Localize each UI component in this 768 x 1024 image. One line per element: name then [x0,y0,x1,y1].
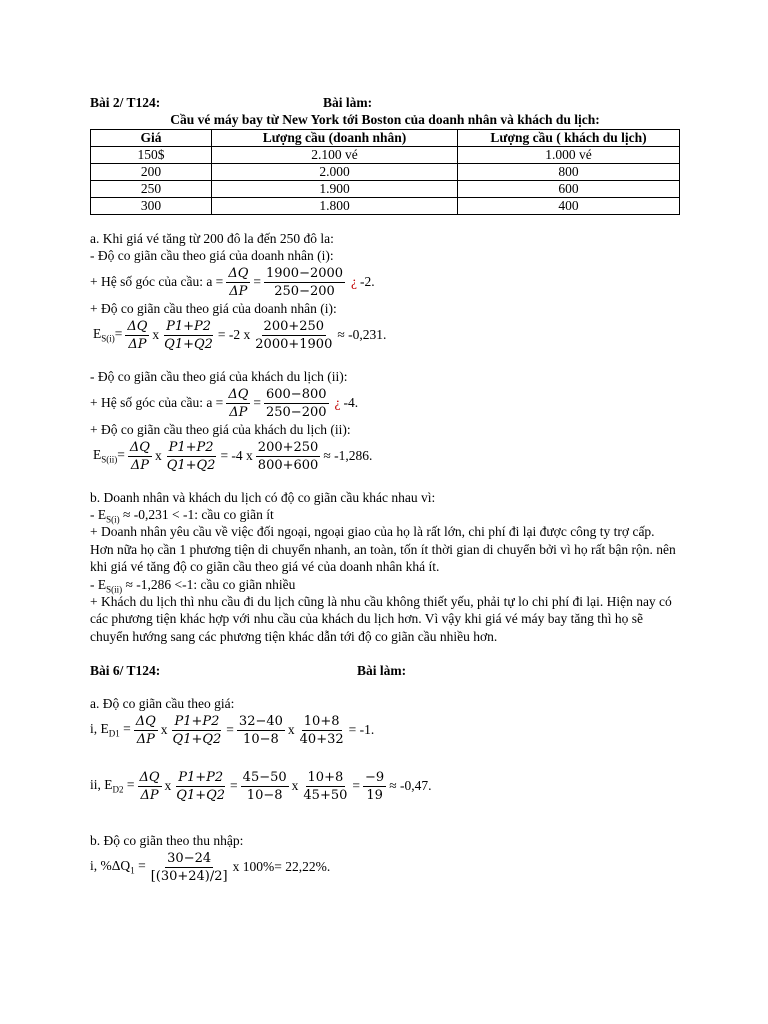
cell-business: 1.800 [212,198,458,215]
slope-label: + Hệ số góc của cầu: a = [90,274,224,289]
slope-result: -4. [343,395,359,410]
cell-business: 2.100 vé [212,147,458,164]
frac-den: ΔP [128,336,147,352]
equals-sign: = [126,777,135,793]
cell-price: 250 [91,181,212,198]
col-header-business: Lượng cầu (doanh nhân) [212,130,458,147]
inverted-question-mark: ¿ [334,395,341,410]
times-sign: x [152,327,160,342]
elasticity-symbol [90,721,131,739]
delta-fraction [241,770,289,803]
bai6-b-i-formula [90,849,680,885]
equals-sign: = [226,722,234,737]
ii-slope-formula [90,385,680,421]
cell-business: 2.000 [212,164,458,181]
table-row [91,164,680,181]
part-a-i-title: - Độ co giãn cầu theo giá của doanh nhân (i): [90,248,334,263]
cell-tourist: 1.000 vé [458,147,680,164]
delta-q-over-delta-p [226,387,250,420]
result-fraction [363,770,386,803]
part-a-ii-title: - Độ co giãn cầu theo giá của khách du lịch (ii): [90,369,348,384]
equals-sign: = [352,778,361,793]
e-letter: E [93,447,102,463]
i-slope-formula [90,264,680,300]
frac-num: P1+P2 [178,769,224,785]
equals-sign: = [138,858,146,874]
frac-den: ΔP [229,404,248,420]
cell-price: 200 [91,164,212,181]
cell-price: 150$ [91,147,212,164]
elasticity-result: ≈ -0,47. [389,778,432,793]
delta-q-over-delta-p [125,319,149,352]
frac-num: P1+P2 [166,318,212,334]
e-subscript: D2 [112,784,124,795]
delta-q-over-delta-p [226,266,250,299]
table-row [91,147,680,164]
frac-den: Q1+Q2 [176,787,226,803]
table-caption: Cầu vé máy bay từ New York tới Boston của doanh nhân và khách du lịch: [170,112,600,127]
delta-q-over-delta-p [138,770,162,803]
bai6-heading: Bài 6/ T124: [90,663,161,678]
bai6-b-intro: b. Độ co giãn theo thu nhập: [90,833,244,848]
midpoint-fraction [165,440,218,473]
elasticity-result: = -1. [348,722,375,737]
bai6-header [90,663,680,680]
equals-sign: = [123,721,131,737]
elasticity-result: ≈ -1,286. [323,448,373,463]
frac-den: 10−8 [243,731,279,747]
demand-table [90,129,680,215]
bai2-lam: Bài làm: [323,95,373,110]
frac-num: ΔQ [139,769,160,785]
equals-sign: = [253,395,261,410]
frac-num: 600−800 [265,386,327,402]
percent-change-symbol [90,858,146,876]
e-subscript: S(i) [106,514,120,525]
delta-q-over-delta-p [128,440,152,473]
frac-den: Q1+Q2 [172,731,222,747]
table-row [91,198,680,215]
midpoint-fraction [162,319,215,352]
frac-num: 30−24 [167,850,212,866]
e-subscript: S(ii) [101,454,118,465]
frac-num: 200+250 [257,439,319,455]
frac-den: ΔP [136,731,155,747]
ii-elasticity-formula [90,438,680,474]
e-letter: ii, E [90,777,113,793]
line-text: ≈ -0,231 < -1: cầu co giãn ít [119,507,274,522]
inverted-question-mark: ¿ [351,274,358,289]
dash-e: - E [90,507,107,522]
times-sign: x [154,448,162,463]
ii-elasticity-title: + Độ co giãn cầu theo giá của khách du lịch (ii): [90,422,351,437]
frac-num: P1+P2 [168,439,214,455]
cell-tourist: 400 [458,198,680,215]
cell-tourist: 600 [458,181,680,198]
frac-num: ΔQ [135,713,156,729]
line-text: ≈ -1,286 <-1: cầu co giãn nhiều [122,576,296,592]
multiplier: = -4 x [220,448,253,463]
frac-den: ΔP [140,787,159,803]
frac-num: −9 [365,769,385,785]
slope-label: + Hệ số góc của cầu: a = [90,395,224,410]
bai2-heading: Bài 2/ T124: [90,95,161,110]
q-subscript: 1 [130,865,135,876]
slope-fraction [264,387,329,420]
part-b-paragraph-1: + Doanh nhân yêu cầu về việc đối ngoại, ngoại giao của họ là rất lớn, chi phí đi lại được công ty trợ cấp. Hơn nữa họ cần 1 phương tiện di chuyển nhanh, an toàn, tốn ít thời gian di chuyển bởi vì họ rất bận rộn. nên khi giá vé tăng độ co giãn cầu theo giá vé của doanh nhân khá ít. [90,524,676,574]
e-letter: E [93,326,102,342]
col-header-price: Giá [91,130,212,147]
frac-num: 10+8 [303,713,340,729]
frac-num: 10+8 [307,769,344,785]
frac-den: 19 [366,787,383,803]
value-fraction [253,319,334,352]
sum-fraction [301,770,349,803]
part-b-line-2 [90,576,680,593]
document-page [90,95,680,885]
elasticity-symbol [90,777,135,795]
bai6-ii-formula [90,768,680,804]
frac-den: 250−200 [265,404,327,420]
sum-fraction [298,714,346,747]
delta-fraction [237,714,285,747]
frac-num: ΔQ [228,386,249,402]
times-sign: x [160,722,168,737]
table-header-row [91,130,680,147]
multiplier: = -2 x [217,327,251,342]
frac-den: 800+600 [257,457,319,473]
i-elasticity-title: + Độ co giãn cầu theo giá của doanh nhân (i): [90,301,337,316]
i-elasticity-formula [90,317,680,353]
equals-sign: = [117,447,125,463]
cell-price: 300 [91,198,212,215]
delta-q-over-delta-p [134,714,158,747]
e-subscript: D1 [108,728,120,739]
frac-num: ΔQ [127,318,148,334]
bai6-lam: Bài làm: [357,663,407,678]
slope-result: -2. [360,274,375,289]
midpoint-fraction [174,770,227,803]
frac-den: 40+32 [299,731,344,747]
value-fraction [256,440,321,473]
income-fraction [149,851,230,884]
frac-den: Q1+Q2 [166,457,216,473]
frac-den: Q1+Q2 [164,336,213,352]
elasticity-symbol [93,326,122,344]
col-header-tourist: Lượng cầu ( khách du lịch) [458,130,680,147]
equals-sign: = [253,274,261,289]
frac-num: 1900−2000 [265,265,344,281]
frac-num: ΔQ [228,265,249,281]
bai6-i-formula [90,712,680,748]
cell-business: 1.900 [212,181,458,198]
part-b-intro: b. Doanh nhân và khách du lịch có độ co giãn cầu khác nhau vì: [90,490,436,505]
bai2-header [90,95,680,112]
frac-den: 250−200 [274,283,335,299]
bai6-a-intro: a. Độ co giãn cầu theo giá: [90,696,235,711]
elasticity-symbol [93,447,125,465]
frac-num: 32−40 [238,713,283,729]
part-b-paragraph-2: + Khách du lịch thì nhu cầu đi du lịch cũng là nhu cầu không thiết yếu, phải tự lo chi phí đi lại. Hiện nay có các phương tiện khác hợp với nhu cầu của khách du lịch hơn. Vì vậy khi giá vé máy bay tăng thì họ sẽ chuyển hướng sang các phương tiện khác dẫn tới độ co giãn cầu nhiều hơn. [90,593,672,644]
frac-den: ΔP [130,457,149,473]
income-result: x 100%= 22,22%. [232,859,331,874]
frac-num: P1+P2 [174,713,220,729]
percent-dq-label: i, %ΔQ [90,858,131,874]
part-b-line-1 [90,506,680,523]
part-a-intro: a. Khi giá vé tăng từ 200 đô la đến 250 đô la: [90,231,334,246]
table-row [91,181,680,198]
frac-den: 45+50 [303,787,348,803]
midpoint-fraction [171,714,224,747]
frac-num: 200+250 [263,318,325,334]
times-sign: x [287,722,295,737]
times-sign: x [291,778,299,793]
equals-sign: = [230,778,238,793]
times-sign: x [164,778,172,793]
dash-e: - E [90,576,107,592]
elasticity-result: ≈ -0,231. [337,327,387,342]
slope-fraction [264,266,345,299]
e-letter: i, E [90,721,109,737]
e-subscript: S(ii) [106,584,123,595]
frac-den: 10−8 [246,787,283,803]
equals-sign: = [114,326,123,342]
e-subscript: S(i) [101,333,115,344]
frac-num: 45−50 [242,769,287,785]
frac-den: [(30+24)/2] [150,868,228,884]
frac-num: ΔQ [129,439,150,455]
frac-den: ΔP [229,283,248,299]
frac-den: 2000+1900 [255,336,333,352]
cell-tourist: 800 [458,164,680,181]
